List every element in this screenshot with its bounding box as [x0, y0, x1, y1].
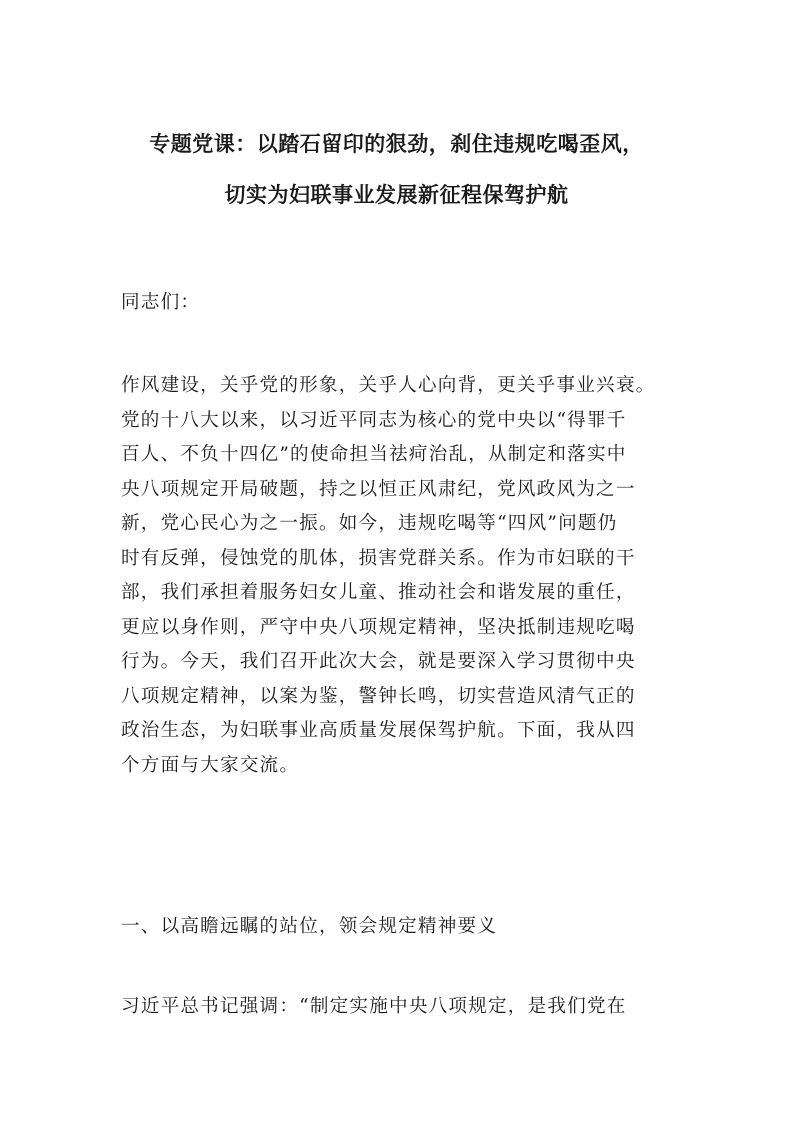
paragraph-line: 政治生态，为妇联事业高质量发展保驾护航。下面，我从四	[121, 720, 636, 741]
paragraph-line: 党的十八大以来，以习近平同志为核心的党中央以“得罪千	[121, 409, 627, 431]
paragraph-line: 时有反弹，侵蚀党的肌体，损害党群关系。作为市妇联的干	[121, 547, 636, 569]
paragraph-line: 更应以身作则，严守中央八项规定精神，坚决抵制违规吃喝	[121, 616, 636, 638]
paragraph-line: 百人、不负十四亿”的使命担当祛疴治乱，从制定和落实中	[121, 444, 627, 465]
paragraph-2-line: 习近平总书记强调：“制定实施中央八项规定，是我们党在	[121, 996, 627, 1017]
document-title-line-2: 切实为妇联事业发展新征程保驾护航	[224, 182, 569, 207]
paragraph-line: 行为。今天，我们召开此次大会，就是要深入学习贯彻中央	[121, 651, 636, 672]
paragraph-line: 部，我们承担着服务妇女儿童、推动社会和谐发展的重任，	[121, 582, 636, 603]
document-title-line-1: 专题党课：以踏石留印的狠劲，刹住违规吃喝歪风，	[149, 131, 644, 156]
paragraph-line: 央八项规定开局破题，持之以恒正风肃纪，党风政风为之一	[121, 478, 636, 500]
paragraph-line: 新，党心民心为之一振。如今，违规吃喝等“四风”问题仍	[121, 513, 618, 534]
paragraph-line: 八项规定精神，以案为鉴，警钟长鸣，切实营造风清气正的	[121, 685, 636, 707]
greeting: 同志们：	[121, 292, 201, 313]
paragraph-line: 作风建设，关乎党的形象，关乎人心向背，更关乎事业兴衰。	[121, 375, 656, 396]
intro-paragraph	[121, 369, 681, 783]
paragraph-line: 个方面与大家交流。	[121, 754, 300, 776]
section-heading: 一、以高瞻远瞩的站位，领会规定精神要义	[121, 916, 498, 937]
